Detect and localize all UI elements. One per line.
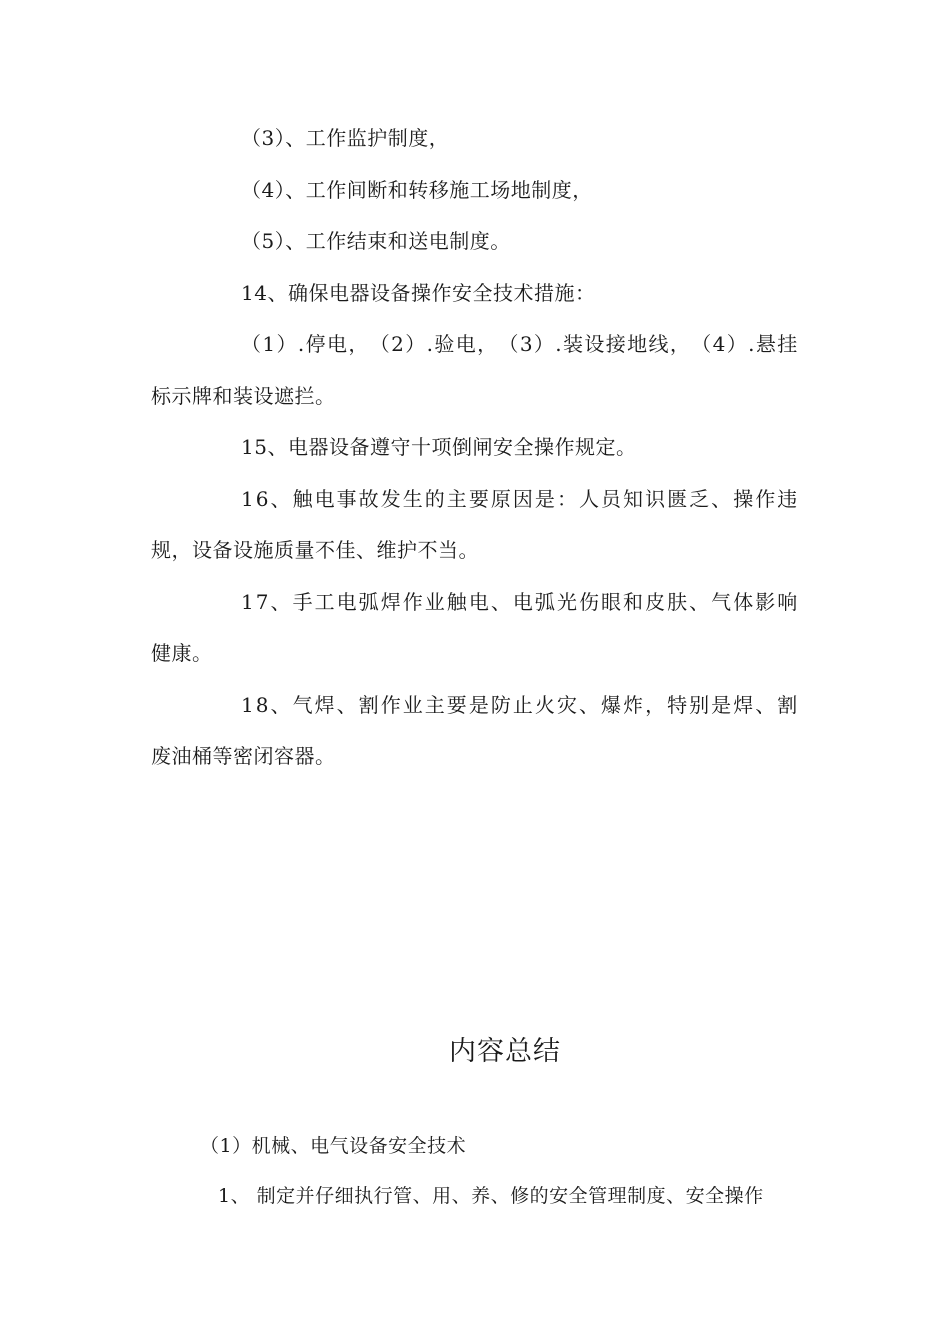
summary-item-machinery: （1）机械、电气设备安全技术: [200, 1135, 467, 1157]
paragraph-14-heading: 14、确保电器设备操作安全技术措施：: [241, 281, 596, 305]
paragraph-16-line1: 1 6 、 触 电 事 故 发 生 的 主 要 原 因 是 ： 人 员 知 识 匮 乏 、 操 作 违: [241, 487, 798, 511]
paragraph-15: 15、电器设备遵守十项倒闸安全操作规定。: [241, 435, 637, 459]
paragraph-work-end: （5）、工作结束和送电制度。: [241, 229, 511, 253]
paragraph-work-supervision: （3）、工作监护制度，: [241, 126, 450, 150]
paragraph-work-interruption: （4）、工作间断和转移施工场地制度，: [241, 178, 593, 202]
paragraph-17-line2: 健康。: [151, 641, 213, 665]
summary-item-1: 1、 制定并仔细执行管、用、养、修的安全管理制度、安全操作: [218, 1185, 764, 1207]
paragraph-16-line2: 规，设备设施质量不佳、维护不当。: [151, 538, 479, 562]
summary-title: 内容总结: [449, 1036, 561, 1067]
paragraph-18-line2: 废油桶等密闭容器。: [151, 744, 336, 768]
paragraph-18-line1: 1 8 、 气 焊 、 割 作 业 主 要 是 防 止 火 灾 、 爆 炸 ， 特 别 是 焊 、 割: [241, 693, 798, 717]
paragraph-safety-measures-line2: 标示牌和装设遮拦。: [151, 384, 336, 408]
paragraph-17-line1: 1 7 、 手 工 电 弧 焊 作 业 触 电 、 电 弧 光 伤 眼 和 皮 肤 、 气 体 影 响: [241, 590, 798, 614]
paragraph-safety-measures-line1: （ 1 ） . 停 电 ， （ 2 ） . 验 电 ， （ 3 ） . 装 设 接 地 线 ， （ 4 ） . 悬 挂: [241, 332, 798, 356]
